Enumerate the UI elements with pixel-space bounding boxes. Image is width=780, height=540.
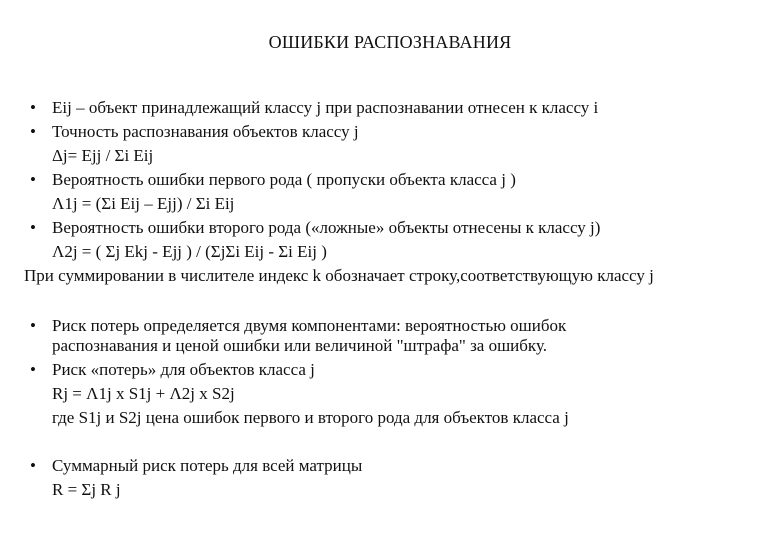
formula-total-risk: R = Σj R j xyxy=(52,480,121,499)
formula-accuracy: Δj= Ejj / Σi Eij xyxy=(52,146,154,165)
bullet-6: • xyxy=(30,360,36,379)
bullet-5: • xyxy=(30,316,36,335)
bullet-7: • xyxy=(30,456,36,475)
text-line-6: Вероятность ошибки второго рода («ложные» объекты отнесены к классу j) xyxy=(52,218,601,237)
text-line-4: Вероятность ошибки первого рода ( пропуски объекта класса j ) xyxy=(52,170,516,189)
formula-error-type2: Λ2j = ( Σj Ekj - Ejj ) / (ΣjΣi Eij - Σi Eij ) xyxy=(52,242,327,261)
bullet-4: • xyxy=(30,218,36,237)
bullet-2: • xyxy=(30,122,36,141)
slide-title: ОШИБКИ РАСПОЗНАВАНИЯ xyxy=(268,32,512,52)
text-line-1: Eij – объект принадлежащий классу j при распознавании отнесен к классу i xyxy=(52,98,599,117)
text-line-11: Риск «потерь» для объектов класса j xyxy=(52,360,315,379)
text-line-9: Риск потерь определяется двумя компонентами: вероятностью ошибок xyxy=(52,316,567,335)
text-line-10: распознавания и ценой ошибки или величиной "штрафа" за ошибку. xyxy=(52,336,547,355)
text-line-8: При суммировании в числителе индекс k обозначает строку,соответствующую классу j xyxy=(24,266,654,285)
text-line-14: Суммарный риск потерь для всей матрицы xyxy=(52,456,363,475)
bullet-1: • xyxy=(30,98,36,117)
formula-error-type1: Λ1j = (Σi Eij – Ejj) / Σi Eij xyxy=(52,194,235,213)
bullet-3: • xyxy=(30,170,36,189)
text-line-2: Точность распознавания объектов классу j xyxy=(52,122,359,141)
formula-risk: Rj = Λ1j x S1j + Λ2j x S2j xyxy=(52,384,235,403)
text-line-13: где S1j и S2j цена ошибок первого и второго рода для объектов класса j xyxy=(52,408,569,427)
